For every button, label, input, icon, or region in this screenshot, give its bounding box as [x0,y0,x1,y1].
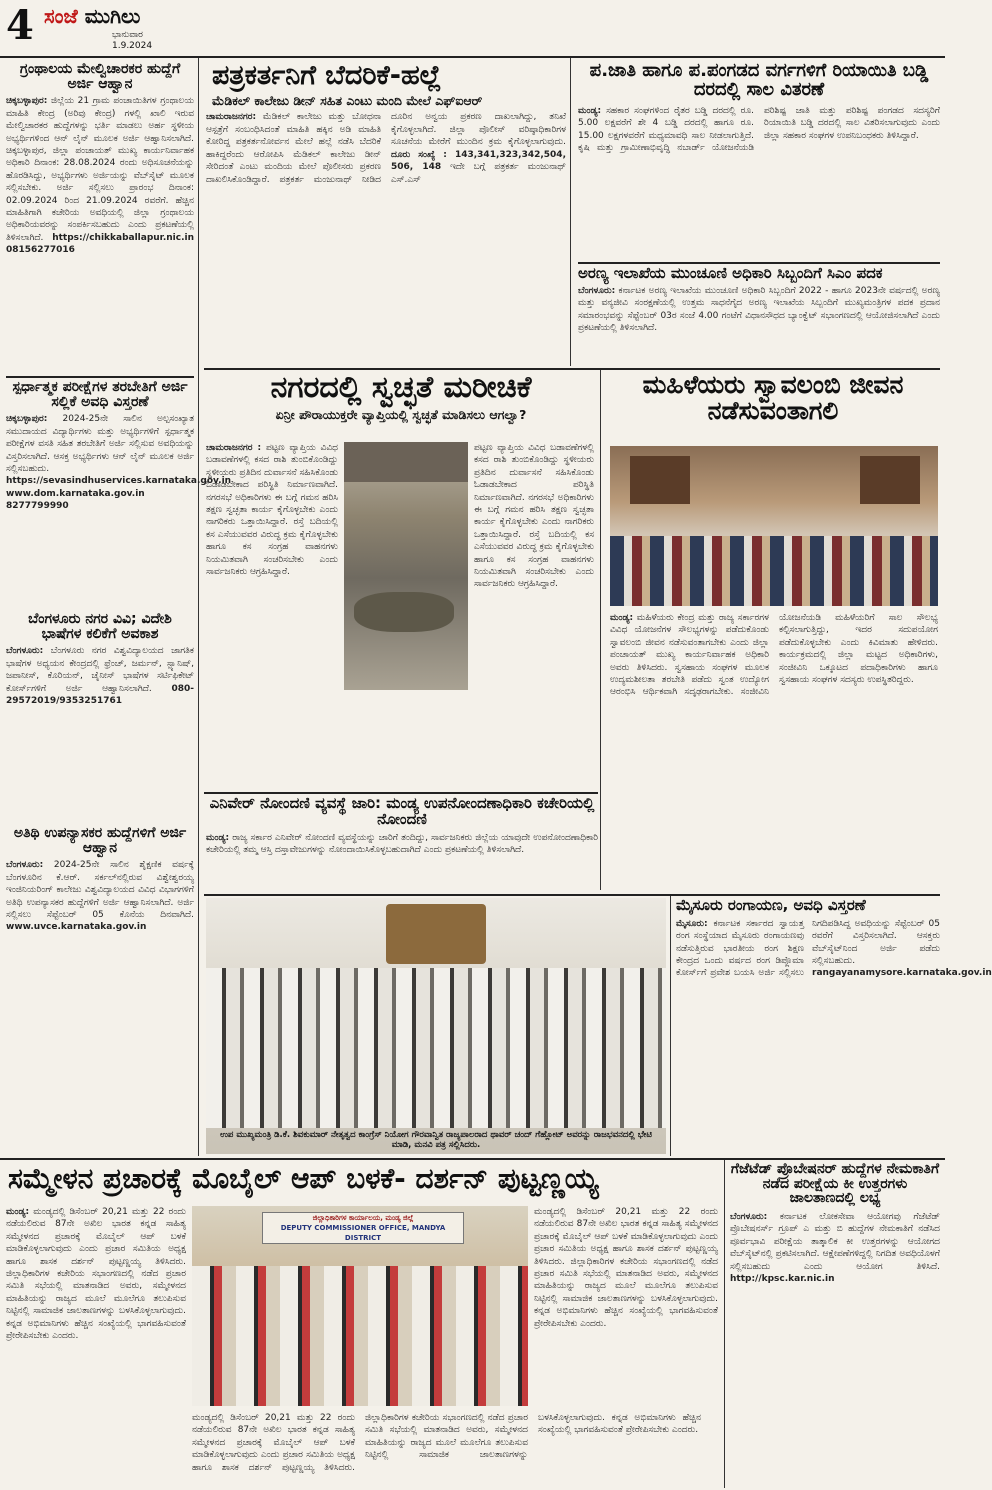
article-body-right [474,442,594,782]
shop-shutters [344,442,468,482]
headline: ಸಮ್ಮೇಳನ ಪ್ರಚಾರಕ್ಕೆ ಮೊಬೈಲ್ ಆಪ್ ಬಳಕೆ- ದರ್ಶನ್ ಪುಟ್ಟಣ್ಣಯ್ಯ [8,1162,599,1195]
masthead [0,0,945,58]
photo-caption: ಉಪ ಮುಖ್ಯಮಂತ್ರಿ ಡಿ.ಕೆ. ಶಿವಕುಮಾರ್ ನೇತೃತ್ವದ ಕಾಂಗ್ರೆಸ್ ನಿಯೋಗ ಗೌರವಾನ್ವಿತ ರಾಜ್ಯಪಾಲರಾದ ಥಾವರ್ ಚಂದ್ ಗೆಹ್ಲೋಟ್ ಅವರನ್ನು ರಾಜಭವನದಲ್ಲಿ ಭೇಟಿ ಮಾಡಿ, ಮನವಿ ಪತ್ರ ಸಲ್ಲಿಸಿದರು. [220,1130,652,1150]
banner-english: DEPUTY COMMISSIONER OFFICE, MANDYA DISTRICT [280,1224,446,1242]
issue-date: 1.9.2024 [112,41,153,51]
sanitation-story [206,372,596,790]
column-rule [670,896,671,1156]
library-story [6,62,194,374]
headline: ಅತಿಥಿ ಉಪನ್ಯಾಸಕರ ಹುದ್ದೆಗಳಿಗೆ ಅರ್ಜಿ ಆಹ್ವಾನ [13,825,187,856]
competitive-exam-story [6,379,232,610]
body: ರಾಜ್ಯ ಸರ್ಕಾರ ಎನಿವೇರ್ ನೋಂದಣಿ ವ್ಯವಸ್ಥೆಯನ್ನು ಜಾರಿಗೆ ತಂದಿದ್ದು, ಸಾರ್ವಜನಿಕರು ಜಿಲ್ಲೆಯ ಯಾವುದೇ ಉಪನೋಂದಣಾಧಿಕಾರಿ ಕಚೇರಿಯಲ್ಲಿ ತಮ್ಮ ಆಸ್ತಿ ದಸ್ತಾವೇಜುಗಳನ್ನು ನೋಂದಾಯಿಸಿಕೊಳ್ಳಬಹುದಾಗಿದೆ ಎಂದು ಪ್ರಕಟಣೆಯಲ್ಲಿ ತಿಳಿಸಲಾಗಿದೆ. [206,832,598,855]
signoff: ಇದೇ ಬಗ್ಗೆ ಪತ್ರಕರ್ತ ಮಂಜುನಾಥ್ ಎಸ್.ಎಸ್ [391,162,566,185]
day: ಭಾನುವಾರ [112,30,143,40]
subhead: ಮೆಡಿಕಲ್ ಕಾಲೇಜು ಡೀನ್ ಸಹಿತ ಎಂಟು ಮಂದಿ ಮೇಲೆ ಎಫ್‌ಐಆರ್ [212,93,483,109]
forest-medal-story [578,266,940,366]
office-banner [262,1212,464,1244]
body: ಬೆಂಗಳೂರು ನಗರ ವಿಶ್ವವಿದ್ಯಾಲಯದ ಜಾಗತಿಕ ಭಾಷೆಗಳ ಅಧ್ಯಯನ ಕೇಂದ್ರದಲ್ಲಿ ಫ್ರೆಂಚ್, ಜರ್ಮನ್, ಸ್ಪ್ಯಾನಿಷ್, ಜಪಾನೀಸ್, ಕೊರಿಯನ್, ಚೈನೀಸ್ ಭಾಷೆಗಳ ಸರ್ಟಿಫಿಕೇಟ್ ಕೋರ್ಸ್‌ಗಳಿಗೆ ಅರ್ಜಿ ಆಹ್ವಾನಿಸಲಾಗಿದೆ. [6,646,194,694]
photo-frame [630,456,690,504]
dateline: ಬೆಂಗಳೂರು: [6,860,44,871]
dateline: ಬೆಂಗಳೂರು: [6,646,44,657]
divider [6,376,194,378]
article-body-bottom [192,1412,701,1486]
women-empowerment-story [606,372,940,892]
body-continued-2: ಮಂಡ್ಯದಲ್ಲಿ ಡಿಸೆಂಬರ್ 20,21 ಮತ್ತು 22 ರಂದು ನಡೆಯಲಿರುವ 87ನೇ ಅಖಿಲ ಭಾರತ ಕನ್ನಡ ಸಾಹಿತ್ಯ ಸಮ್ಮೇಳನದ ಪ್ರಚಾರಕ್ಕೆ ಮೊಬೈಲ್ ಆಪ್ ಬಳಕೆ ಮಾಡಿಕೊಳ್ಳಲಾಗುವುದು ಎಂದು ಪ್ರಚಾರ ಸಮಿತಿಯ ಅಧ್ಯಕ್ಷ ಹಾಗೂ ಶಾಸಕ ದರ್ಶನ್ ಪುಟ್ಟಣ್ಣಯ್ಯ ತಿಳಿಸಿದರು. ಜಿಲ್ಲಾಧಿಕಾರಿಗಳ ಕಚೇರಿಯ ಸಭಾಂಗಣದಲ್ಲಿ ನಡೆದ ಪ್ರಚಾರ ಸಮಿತಿ ಸಭೆಯಲ್ಲಿ ಮಾತನಾಡಿದ ಅವರು, ಸಮ್ಮೇಳನದ ಮಾಹಿತಿಯನ್ನು ರಾಜ್ಯದ ಮೂಲೆ ಮೂಲೆಗೂ ತಲುಪಿಸುವ ನಿಟ್ಟಿನಲ್ಲಿ ಸಾಮಾಜಿಕ ಜಾಲತಾಣಗಳನ್ನು ಬಳಸಿಕೊಳ್ಳಲಾಗುವುದು. ಕನ್ನಡ ಅಭಿಮಾನಿಗಳು ಹೆಚ್ಚಿನ ಸಂಖ್ಯೆಯಲ್ಲಿ ಭಾಗವಹಿಸುವಂತೆ ಪ್ರೇರೇಪಿಸಬೇಕು ಎಂದರು. [534,1207,718,1329]
website-link[interactable]: https://sevasindhuservices.karnataka.gov.in [6,476,232,487]
body: 2024-25ನೇ ಸಾಲಿನ ಶೈಕ್ಷಣಿಕ ವರ್ಷಕ್ಕೆ ಬೆಂಗಳೂರಿನ ಕೆ.ಆರ್. ಸರ್ಕಲ್‌ನಲ್ಲಿರುವ ವಿಶ್ವೇಶ್ವರಯ್ಯ ಇಂಜಿನಿಯರಿಂಗ್ ಕಾಲೇಜು ವಿಶ್ವವಿದ್ಯಾಲಯದ ವಿವಿಧ ವಿಭಾಗಗಳಿಗೆ ಅತಿಥಿ ಉಪನ್ಯಾಸಕರ ಹುದ್ದೆಗಳಿಗೆ ಅರ್ಜಿ ಆಹ್ವಾನಿಸಲಾಗಿದೆ. ಅರ್ಜಿ ಸಲ್ಲಿಸಲು ಸೆಪ್ಟೆಂಬರ್ 05 ಕೊನೆಯ ದಿನವಾಗಿದೆ. [6,860,194,920]
people-row [610,536,938,606]
website-link[interactable]: rangayanamysore.karnataka.gov.in [812,968,992,979]
dateline: ಬೆಂಗಳೂರು: [578,285,616,296]
kpsc-story [730,1162,940,1488]
dateline: ಚಾಮರಾಜನಗರ: [206,112,257,123]
page-number: 4 [6,2,34,49]
body: ಸಹಕಾರ ಸಂಘಗಳಿಂದ ರೈತರ ಬಡ್ಡಿ ದರದಲ್ಲಿ ರೂ. 5.00 ಲಕ್ಷವರೆಗೆ ಶೇ 4 ಬಡ್ಡಿ ದರದಲ್ಲಿ ಹಾಗೂ ರೂ. 15.00 ಲಕ್ಷಗಳವರೆಗೆ ಮಧ್ಯಮಾವಧಿ ಸಾಲ ನೀಡಲಾಗುತ್ತಿದೆ. ಕೃಷಿ ಮತ್ತು ಗ್ರಾಮೀಣಾಭಿವೃದ್ಧಿ ನಬಾರ್ಡ್ ಯೋಜನೆಯಡಿ ಪರಿಶಿಷ್ಟ ಜಾತಿ ಮತ್ತು ಪರಿಶಿಷ್ಟ ಪಂಗಡದ ಸದಸ್ಯರಿಗೆ ರಿಯಾಯಿತಿ ಬಡ್ಡಿ ದರದಲ್ಲಿ ಸಾಲ ವಿತರಿಸಲಾಗುವುದು ಎಂದು ಜಿಲ್ಲಾ ಸಹಕಾರ ಸಂಘಗಳ ಉಪನಿಬಂಧಕರು ತಿಳಿಸಿದ್ದಾರೆ. [578,105,940,153]
dateline: ಬೆಂಗಳೂರು: [730,1212,768,1223]
article-body-left [6,1206,186,1486]
phone-number: 08156277016 [6,245,75,256]
phone-number: 080-29572019/9353251761 [6,683,194,706]
body: ಕರ್ನಾಟಕ ಸರ್ಕಾರದ ಸ್ವಾಯತ್ತ ರಂಗ ಸಂಸ್ಥೆಯಾದ ಮೈಸೂರು ರಂಗಾಯಣವು ನಡೆಸುತ್ತಿರುವ ಭಾರತೀಯ ರಂಗ ಶಿಕ್ಷಣ ಕೇಂದ್ರದ ಒಂದು ವರ್ಷದ ರಂಗ ಡಿಪ್ಲೊಮಾ ಕೋರ್ಸ್‌ಗೆ ಪ್ರವೇಶ ಬಯಸಿ ಅರ್ಜಿ ಸಲ್ಲಿಸಲು ನಿಗದಿಪಡಿಸಿದ್ದ ಅವಧಿಯನ್ನು ಸೆಪ್ಟೆಂಬರ್ 05 ರವರೆಗೆ ವಿಸ್ತರಿಸಲಾಗಿದೆ. ಆಸಕ್ತರು ವೆಬ್‌ಸೈಟ್‌ನಿಂದ ಅರ್ಜಿ ಪಡೆದು ಸಲ್ಲಿಸಬಹುದು. [676,918,940,979]
website-link[interactable]: http://kpsc.kar.nic.in [730,1274,835,1285]
article-body [206,111,566,185]
article-body [676,918,992,980]
column-rule [724,1160,725,1488]
article-body [6,95,194,256]
loan-story [578,62,940,262]
column-rule [198,58,199,1156]
dateline: ಚಿಕ್ಕಬಳ್ಳಾಪುರ: [6,414,48,425]
article-body [6,645,194,707]
body: ಕರ್ನಾಟಕ ಅರಣ್ಯ ಇಲಾಖೆಯ ಮುಂಚೂಣಿ ಅಧಿಕಾರಿ ಸಿಬ್ಬಂದಿಗೆ 2022 - ಹಾಗೂ 2023ನೇ ವರ್ಷದಲ್ಲಿ ಅರಣ್ಯ ಮತ್ತು ವನ್ಯಜೀವಿ ಸಂರಕ್ಷಣೆಯಲ್ಲಿ ಉತ್ತಮ ಸಾಧನೆಗೈದ ಅರಣ್ಯ ಇಲಾಖೆಯ ಸಿಬ್ಬಂದಿಗೆ ಮುಖ್ಯಮಂತ್ರಿಗಳ ಪದಕ ಪ್ರದಾನ ಸಮಾರಂಭವನ್ನು ಸೆಪ್ಟೆಂಬರ್ 03ರ ಸಂಜೆ 4.00 ಗಂಟೆಗೆ ವಿಧಾನಸೌಧದ ಬ್ಯಾಂಕ್ವೆಟ್ ಸಭಾಂಗಣದಲ್ಲಿ ಆಯೋಜಿಸಲಾಗಿದೆ ಎಂದು ಪ್ರಕಟಣೆಯಲ್ಲಿ ತಿಳಿಸಲಾಗಿದೆ. [578,285,940,333]
attendees [192,1266,528,1406]
body: ಮೆಡಿಕಲ್ ಕಾಲೇಜು ಮತ್ತು ಬೋಧನಾ ಆಸ್ಪತ್ರೆಗೆ ಸಂಬಂಧಿಸಿದಂತೆ ಮಾಹಿತಿ ಹಕ್ಕಿನ ಅಡಿ ಮಾಹಿತಿ ಕೋರಿದ್ದ ಪತ್ರಕರ್ತನೋರ್ವನ ಮೇಲೆ ಹಲ್ಲೆ ನಡೆಸಿ ಬೆದರಿಕೆ ಹಾಕಿದ್ದರೆಂದು ಆರೋಪಿಸಿ ಮೆಡಿಕಲ್ ಕಾಲೇಜು ಡೀನ್ ಸೇರಿದಂತೆ ಎಂಟು ಮಂದಿಯ ಮೇಲೆ ಪೊಲೀಸರು ಪ್ರಕರಣ ದಾಖಲಿಸಿಕೊಂಡಿದ್ದಾರೆ. ಪತ್ರಕರ್ತ ಮಂಜುನಾಥ್ ನೀಡಿದ ದೂರಿನ ಅನ್ವಯ ಪ್ರಕರಣ ದಾಖಲಾಗಿದ್ದು, ತನಿಖೆ ಕೈಗೊಳ್ಳಲಾಗಿದೆ. ಜಿಲ್ಲಾ ಪೊಲೀಸ್ ವರಿಷ್ಠಾಧಿಕಾರಿಗಳ ಸೂಚನೆಯ ಮೇರೆಗೆ ಮುಂದಿನ ಕ್ರಮ ಕೈಗೊಳ್ಳಲಾಗುವುದು. [206,112,566,185]
sahitya-sammelana-story [6,1162,720,1488]
dateline: ಚಿಕ್ಕಬಳ್ಳಾಪುರ: [6,96,48,107]
headline: ಎನಿವೇರ್ ನೋಂದಣಿ ವ್ಯವಸ್ಥೆ ಜಾರಿ: ಮಂಡ್ಯ ಉಪನೋಂದಣಾಧಿಕಾರಿ ಕಚೇರಿಯಲ್ಲಿ ನೋಂದಣಿ [209,794,595,828]
dateline: ಮಂಡ್ಯ: [610,613,634,623]
dateline-box [112,30,152,52]
headline: ಅರಣ್ಯ ಇಲಾಖೆಯ ಮುಂಚೂಣಿ ಅಧಿಕಾರಿ ಸಿಬ್ಬಂದಿಗೆ ಸಿಎಂ ಪದಕ [578,264,883,282]
dateline: ಮೈಸೂರು: [676,918,708,929]
article-body-left [206,442,338,782]
governor-meeting-photo [206,898,666,1154]
headline: ಮೈಸೂರು ರಂಗಾಯಣ, ಅವಧಿ ವಿಸ್ತರಣೆ [676,896,866,914]
article-body [6,413,232,512]
body: ಮಂಡ್ಯದಲ್ಲಿ ಡಿಸೆಂಬರ್ 20,21 ಮತ್ತು 22 ರಂದು ನಡೆಯಲಿರುವ 87ನೇ ಅಖಿಲ ಭಾರತ ಕನ್ನಡ ಸಾಹಿತ್ಯ ಸಮ್ಮೇಳನದ ಪ್ರಚಾರಕ್ಕೆ ಮೊಬೈಲ್ ಆಪ್ ಬಳಕೆ ಮಾಡಿಕೊಳ್ಳಲಾಗುವುದು ಎಂದು ಪ್ರಚಾರ ಸಮಿತಿಯ ಅಧ್ಯಕ್ಷ ಹಾಗೂ ಶಾಸಕ ದರ್ಶನ್ ಪುಟ್ಟಣ್ಣಯ್ಯ ತಿಳಿಸಿದರು. ಜಿಲ್ಲಾಧಿಕಾರಿಗಳ ಕಚೇರಿಯ ಸಭಾಂಗಣದಲ್ಲಿ ನಡೆದ ಪ್ರಚಾರ ಸಮಿತಿ ಸಭೆಯಲ್ಲಿ ಮಾತನಾಡಿದ ಅವರು, ಸಮ್ಮೇಳನದ ಮಾಹಿತಿಯನ್ನು ರಾಜ್ಯದ ಮೂಲೆ ಮೂಲೆಗೂ ತಲುಪಿಸುವ ನಿಟ್ಟಿನಲ್ಲಿ ಸಾಮಾಜಿಕ ಜಾಲತಾಣಗಳನ್ನು ಬಳಸಿಕೊಳ್ಳಲಾಗುವುದು. ಕನ್ನಡ ಅಭಿಮಾನಿಗಳು ಹೆಚ್ಚಿನ ಸಂಖ್ಯೆಯಲ್ಲಿ ಭಾಗವಹಿಸುವಂತೆ ಪ್ರೇರೇಪಿಸಬೇಕು ಎಂದರು. [6,1207,186,1342]
article-body [578,285,940,335]
headline: ಗೆಜೆಟೆಡ್ ಪ್ರೊಬೇಷನರ್ ಹುದ್ದೆಗಳ ನೇಮಕಾತಿಗೆ ನಡೆದ ಪರೀಕ್ಷೆಯ ಕೀ ಉತ್ತರಗಳು ಜಾಲತಾಣದಲ್ಲಿ ಲಭ್ಯ [730,1161,940,1207]
banner-kannada: ಜಿಲ್ಲಾಧಿಕಾರಿಗಳ ಕಾರ್ಯಾಲಯ, ಮಂಡ್ಯ ಜಿಲ್ಲೆ [312,1214,414,1222]
subhead: ಏನ್ರೀ ಪೌರಾಯುಕ್ತರೇ ವ್ಯಾಪ್ತಿಯಲ್ಲಿ ಸ್ವಚ್ಛತೆ ಮಾಡಿಸಲು ಆಗಲ್ವಾ? [275,406,527,422]
journalist-story [206,60,566,366]
headline: ಬೆಂಗಳೂರು ನಗರ ವಿವಿ; ವಿದೇಶಿ ಭಾಷೆಗಳ ಕಲಿಕೆಗೆ ಅವಕಾಶ [28,611,172,642]
dateline: ಮಂಡ್ಯ: [578,105,602,116]
crowd [206,968,666,1128]
body-continued: ಮಂಡ್ಯದಲ್ಲಿ ಡಿಸೆಂಬರ್ 20,21 ಮತ್ತು 22 ರಂದು ನಡೆಯಲಿರುವ 87ನೇ ಅಖಿಲ ಭಾರತ ಕನ್ನಡ ಸಾಹಿತ್ಯ ಸಮ್ಮೇಳನದ ಪ್ರಚಾರಕ್ಕೆ ಮೊಬೈಲ್ ಆಪ್ ಬಳಕೆ ಮಾಡಿಕೊಳ್ಳಲಾಗುವುದು ಎಂದು ಪ್ರಚಾರ ಸಮಿತಿಯ ಅಧ್ಯಕ್ಷ ಹಾಗೂ ಶಾಸಕ ದರ್ಶನ್ ಪುಟ್ಟಣ್ಣಯ್ಯ ತಿಳಿಸಿದರು. ಜಿಲ್ಲಾಧಿಕಾರಿಗಳ ಕಚೇರಿಯ ಸಭಾಂಗಣದಲ್ಲಿ ನಡೆದ ಪ್ರಚಾರ ಸಮಿತಿ ಸಭೆಯಲ್ಲಿ ಮಾತನಾಡಿದ ಅವರು, ಸಮ್ಮೇಳನದ ಮಾಹಿತಿಯನ್ನು ರಾಜ್ಯದ ಮೂಲೆ ಮೂಲೆಗೂ ತಲುಪಿಸುವ ನಿಟ್ಟಿನಲ್ಲಿ ಸಾಮಾಜಿಕ ಜಾಲತಾಣಗಳನ್ನು ಬಳಸಿಕೊಳ್ಳಲಾಗುವುದು. ಕನ್ನಡ ಅಭಿಮಾನಿಗಳು ಹೆಚ್ಚಿನ ಸಂಖ್ಯೆಯಲ್ಲಿ ಭಾಗವಹಿಸುವಂತೆ ಪ್ರೇರೇಪಿಸಬೇಕು ಎಂದರು. [192,1413,701,1473]
headline: ಮಹಿಳೆಯರು ಸ್ವಾವಲಂಬಿ ಜೀವನ ನಡೆಸುವಂತಾಗಲಿ [642,370,904,426]
body: ಕರ್ನಾಟಕ ಲೋಕಸೇವಾ ಆಯೋಗವು ಗೆಜೆಟೆಡ್ ಪ್ರೊಬೇಷನರ್ಸ್ ಗ್ರೂಪ್ ಎ ಮತ್ತು ಬಿ ಹುದ್ದೆಗಳ ನೇಮಕಾತಿಗೆ ನಡೆಸಿದ ಪೂರ್ವಭಾವಿ ಪರೀಕ್ಷೆಯ ತಾತ್ಕಾಲಿಕ ಕೀ ಉತ್ತರಗಳನ್ನು ಆಯೋಗದ ವೆಬ್‌ಸೈಟ್‌ನಲ್ಲಿ ಪ್ರಕಟಿಸಲಾಗಿದೆ. ಆಕ್ಷೇಪಣೆಗಳಿದ್ದಲ್ಲಿ ನಿಗದಿತ ಅವಧಿಯೊಳಗೆ ಸಲ್ಲಿಸಬಹುದು ಎಂದು ಆಯೋಗ ತಿಳಿಸಿದೆ. [730,1212,940,1272]
newspaper-logo [44,4,140,28]
headline: ಗ್ರಂಥಾಲಯ ಮೇಲ್ವಿಚಾರಕರ ಹುದ್ದೆಗೆ ಅರ್ಜಿ ಆಹ್ವಾನ [19,61,181,92]
headline: ನಗರದಲ್ಲಿ ಸ್ವಚ್ಛತೆ ಮರೀಚಿಕೆ [270,370,532,405]
emblem-backdrop [386,904,486,964]
column-rule [600,370,601,890]
article-body [6,859,194,933]
registration-story [206,796,598,892]
body: 2024-25ನೇ ಸಾಲಿನ ಅಲ್ಪಸಂಖ್ಯಾತ ಸಮುದಾಯದ ವಿದ್ಯಾರ್ಥಿಗಳು ಮತ್ತು ಅಭ್ಯರ್ಥಿಗಳಿಗೆ ಸ್ಪರ್ಧಾತ್ಮಕ ಪರೀಕ್ಷೆಗಳ ವಸತಿ ಸಹಿತ ತರಬೇತಿಗೆ ಅರ್ಜಿ ಸಲ್ಲಿಸುವ ಅವಧಿಯನ್ನು ವಿಸ್ತರಿಸಲಾಗಿದೆ. ಆಸಕ್ತ ಅಭ್ಯರ್ಥಿಗಳು ಆನ್ ಲೈನ್ ಮೂಲಕ ಅರ್ಜಿ ಸಲ್ಲಿಸಬಹುದು. [6,414,194,474]
body: ಮಹಿಳೆಯರು ಕೇಂದ್ರ ಮತ್ತು ರಾಜ್ಯ ಸರ್ಕಾರಗಳ ವಿವಿಧ ಯೋಜನೆಗಳ ಸೌಲಭ್ಯಗಳನ್ನು ಪಡೆದುಕೊಂಡು ಸ್ವಾವಲಂಬಿ ಜೀವನ ನಡೆಸುವಂತಾಗಬೇಕು ಎಂದು ಜಿಲ್ಲಾ ಪಂಚಾಯತ್ ಮುಖ್ಯ ಕಾರ್ಯನಿರ್ವಾಹಕ ಅಧಿಕಾರಿ ಅವರು ತಿಳಿಸಿದರು. ಸ್ವಸಹಾಯ ಸಂಘಗಳ ಮೂಲಕ ಉದ್ಯಮಶೀಲತಾ ತರಬೇತಿ ಪಡೆದು ಸ್ವಂತ ಉದ್ಯೋಗ ಆರಂಭಿಸಿ ಆರ್ಥಿಕವಾಗಿ ಸದೃಢರಾಗಬೇಕು. ಸಂಜೀವಿನಿ ಯೋಜನೆಯಡಿ ಮಹಿಳೆಯರಿಗೆ ಸಾಲ ಸೌಲಭ್ಯ ಕಲ್ಪಿಸಲಾಗುತ್ತಿದ್ದು, ಇದರ ಸದುಪಯೋಗ ಪಡೆದುಕೊಳ್ಳಬೇಕು ಎಂದು ಕಿವಿಮಾತು ಹೇಳಿದರು. ಕಾರ್ಯಕ್ರಮದಲ್ಲಿ ಜಿಲ್ಲಾ ಮಟ್ಟದ ಅಧಿಕಾರಿಗಳು, ಸಂಜೀವಿನಿ ಒಕ್ಕೂಟದ ಪದಾಧಿಕಾರಿಗಳು ಹಾಗೂ ಸ್ವಸಹಾಯ ಸಂಘಗಳ ಸದಸ್ಯರು ಉಪಸ್ಥಿತರಿದ್ದರು. [610,613,938,698]
rangayana-story [676,896,992,1154]
brand-part1: ಸಂಜೆ [44,4,78,28]
article-body [730,1211,940,1285]
headline: ಪ.ಜಾತಿ ಹಾಗೂ ಪ.ಪಂಗಡದ ವರ್ಗಗಳಿಗೆ ರಿಯಾಯಿತಿ ಬಡ್ಡಿ ದರದಲ್ಲಿ ಸಾಲ ವಿತರಣೆ [589,60,929,100]
brand-part2: ಮುಗಿಲು [84,4,141,28]
article-body [206,832,598,857]
dateline: ಮಂಡ್ಯ: [6,1207,30,1217]
event-photo [610,446,938,606]
body: ಜಿಲ್ಲೆಯ 21 ಗ್ರಾಮ ಪಂಚಾಯಿತಿಗಳ ಗ್ರಂಥಾಲಯ ಮಾಹಿತಿ ಕೇಂದ್ರ (ಅರಿವು ಕೇಂದ್ರ) ಗಳಲ್ಲಿ ಖಾಲಿ ಇರುವ ಮೇಲ್ವಿಚಾರಕರ ಹುದ್ದೆಗಳನ್ನು ಭರ್ತಿ ಮಾಡಲು ಅರ್ಹ ಸ್ಥಳೀಯ ಅಭ್ಯರ್ಥಿಗಳಿಂದ ಆನ್ ಲೈನ್ ಮೂಲಕ ಅರ್ಜಿ ಆಹ್ವಾನಿಸಲಾಗಿದೆ. ಚಿಕ್ಕಬಳ್ಳಾಪುರ, ಜಿಲ್ಲಾ ಪಂಚಾಯತ್ ಮುಖ್ಯ ಕಾರ್ಯನಿರ್ವಾಹಕ ಅಧಿಕಾರಿ ದಿನಾಂಕ: 28.08.2024 ರಂದು ಅಧಿಸೂಚನೆಯನ್ನು ಹೊರಡಿಸಿದ್ದು, ಅಭ್ಯರ್ಥಿಗಳು ಅರ್ಜಿಯನ್ನು ವೆಬ್‌ಸೈಟ್ ಮೂಲಕ ಸಲ್ಲಿಸಬೇಕು. ಅರ್ಜಿ ಸಲ್ಲಿಸಲು ಪ್ರಾರಂಭ ದಿನಾಂಕ: 02.09.2024 ರಿಂದ 21.09.2024 ರವರೆಗೆ. ಹೆಚ್ಚಿನ ಮಾಹಿತಿಗಾಗಿ ಕಚೇರಿಯ ಅವಧಿಯಲ್ಲಿ ಜಿಲ್ಲಾ ಗ್ರಂಥಾಲಯ ಅಧಿಕಾರಿಯವರನ್ನು ಸಂಪರ್ಕಿಸಬಹುದು ಎಂದು ಪ್ರಕಟಣೆಯಲ್ಲಿ ತಿಳಿಸಲಾಗಿದೆ. [6,96,194,243]
divider [0,1158,945,1160]
case-numbers: ದೂರು ಸಂಖ್ಯೆ : 143,341,323,342,504, 506, 148 [391,149,566,173]
article-body [610,612,938,888]
website-link[interactable]: https://chikkaballapur.nic.in [52,232,194,243]
garbage-photo [344,442,468,690]
body-continued: ಪಟ್ಟಣ ವ್ಯಾಪ್ತಿಯ ವಿವಿಧ ಬಡಾವಣೆಗಳಲ್ಲಿ ಕಸದ ರಾಶಿ ತುಂಬಿಕೊಂಡಿದ್ದು ಸ್ಥಳೀಯರು ಪ್ರತಿದಿನ ದುರ್ವಾಸನೆ ಸಹಿಸಿಕೊಂಡು ಓಡಾಡಬೇಕಾದ ಪರಿಸ್ಥಿತಿ ನಿರ್ಮಾಣವಾಗಿದೆ. ನಗರಸಭೆ ಅಧಿಕಾರಿಗಳು ಈ ಬಗ್ಗೆ ಗಮನ ಹರಿಸಿ ತಕ್ಷಣ ಸ್ವಚ್ಛತಾ ಕಾರ್ಯ ಕೈಗೊಳ್ಳಬೇಕು ಎಂದು ನಾಗರಿಕರು ಒತ್ತಾಯಿಸಿದ್ದಾರೆ. ರಸ್ತೆ ಬದಿಯಲ್ಲಿ ಕಸ ಎಸೆಯುವವರ ವಿರುದ್ಧ ಕ್ರಮ ಕೈಗೊಳ್ಳಬೇಕು ಹಾಗೂ ಕಸ ಸಂಗ್ರಹ ವಾಹನಗಳು ನಿಯಮಿತವಾಗಿ ಸಂಚರಿಸಬೇಕು ಎಂದು ಸಾರ್ವಜನಿಕರು ಆಗ್ರಹಿಸಿದ್ದಾರೆ. [474,443,594,590]
website-link[interactable]: www.uvce.karnataka.gov.in [6,922,147,933]
garbage-heap [354,592,454,632]
headline: ಪತ್ರಕರ್ತನಿಗೆ ಬೆದರಿಕೆ-ಹಲ್ಲೆ [212,60,442,91]
headline: ಸ್ಪರ್ಧಾತ್ಮಕ ಪರೀಕ್ಷೆಗಳ ತರಬೇತಿಗೆ ಅರ್ಜಿ ಸಲ್ಲಿಕೆ ಅವಧಿ ವಿಸ್ತರಣೆ [12,379,188,410]
foreign-language-story [6,612,194,824]
article-body [578,105,940,155]
dateline: ಚಾಮರಾಜನಗರ : [206,443,262,453]
guest-lecturer-story [6,826,194,1154]
dateline: ಮಂಡ್ಯ: [206,832,230,843]
meeting-photo [192,1206,528,1406]
website-link-2[interactable]: www.dom.karnataka.gov.in [6,488,145,499]
column-rule [570,58,571,366]
article-body-right [534,1206,718,1486]
phone-number: 8277799990 [6,501,69,512]
photo-frame [860,456,920,504]
body: ಪಟ್ಟಣ ವ್ಯಾಪ್ತಿಯ ವಿವಿಧ ಬಡಾವಣೆಗಳಲ್ಲಿ ಕಸದ ರಾಶಿ ತುಂಬಿಕೊಂಡಿದ್ದು ಸ್ಥಳೀಯರು ಪ್ರತಿದಿನ ದುರ್ವಾಸನೆ ಸಹಿಸಿಕೊಂಡು ಓಡಾಡಬೇಕಾದ ಪರಿಸ್ಥಿತಿ ನಿರ್ಮಾಣವಾಗಿದೆ. ನಗರಸಭೆ ಅಧಿಕಾರಿಗಳು ಈ ಬಗ್ಗೆ ಗಮನ ಹರಿಸಿ ತಕ್ಷಣ ಸ್ವಚ್ಛತಾ ಕಾರ್ಯ ಕೈಗೊಳ್ಳಬೇಕು ಎಂದು ನಾಗರಿಕರು ಒತ್ತಾಯಿಸಿದ್ದಾರೆ. ರಸ್ತೆ ಬದಿಯಲ್ಲಿ ಕಸ ಎಸೆಯುವವರ ವಿರುದ್ಧ ಕ್ರಮ ಕೈಗೊಳ್ಳಬೇಕು ಹಾಗೂ ಕಸ ಸಂಗ್ರಹ ವಾಹನಗಳು ನಿಯಮಿತವಾಗಿ ಸಂಚರಿಸಬೇಕು ಎಂದು ಸಾರ್ವಜನಿಕರು ಆಗ್ರಹಿಸಿದ್ದಾರೆ. [206,443,338,578]
